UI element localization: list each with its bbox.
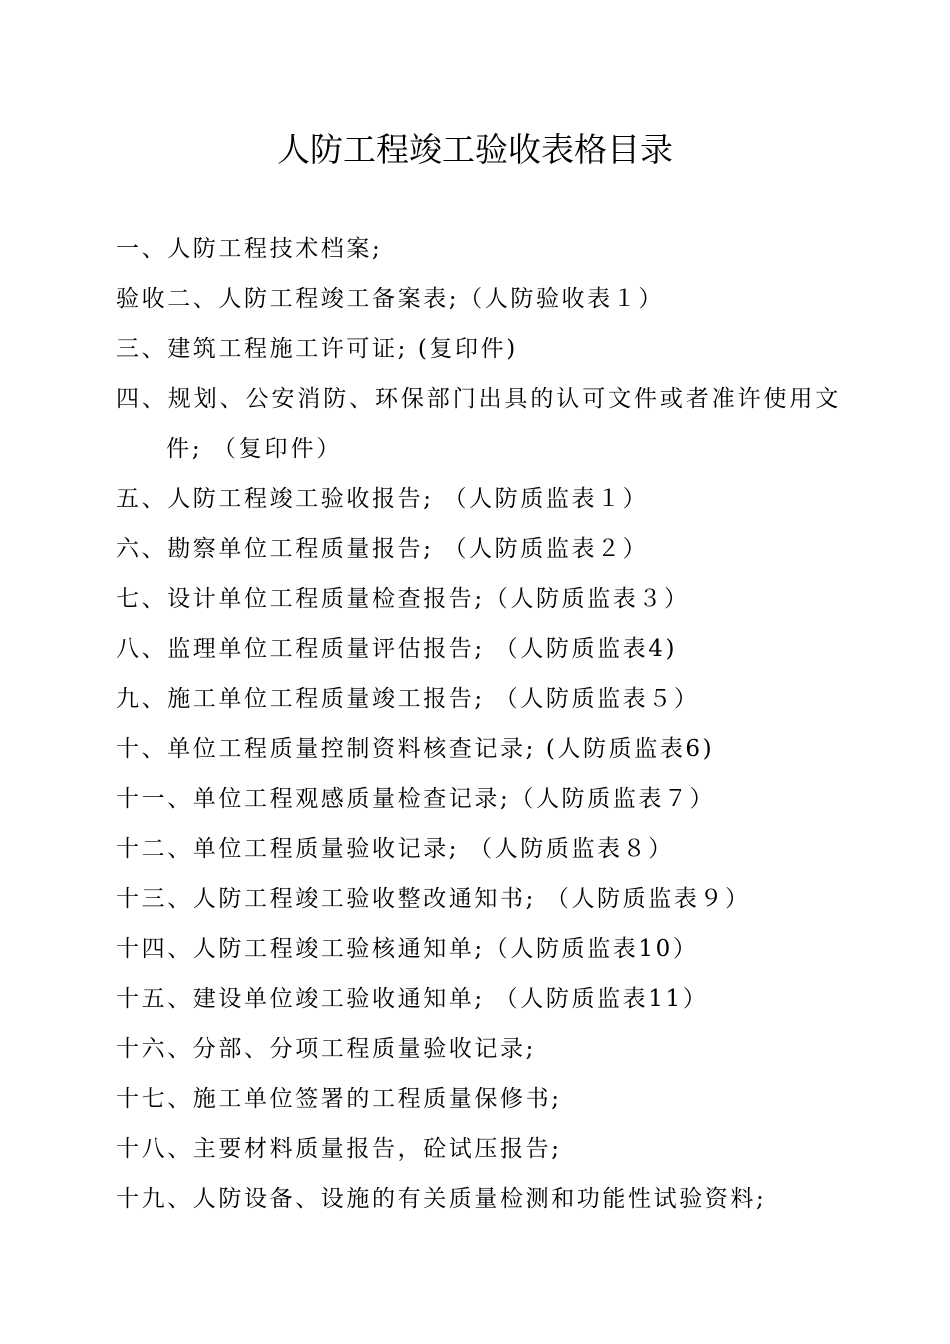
list-item: 六、勘察单位工程质量报告; （人防质监表２） xyxy=(116,536,649,562)
list-item: 十五、建设单位竣工验收通知单; （人防质监表11） xyxy=(116,986,709,1012)
page-title: 人防工程竣工验收表格目录 xyxy=(277,130,673,169)
list-item: 十六、分部、分项工程质量验收记录; xyxy=(116,1036,536,1062)
list-item: 九、施工单位工程质量竣工报告; （人防质监表５） xyxy=(116,686,700,712)
list-item: 十七、施工单位签署的工程质量保修书; xyxy=(116,1086,562,1112)
list-item: 四、规划、公安消防、环保部门出具的认可文件或者准许使用文件; （复印件） xyxy=(116,386,842,462)
list-item: 十一、单位工程观感质量检查记录;（人防质监表７） xyxy=(116,786,716,812)
form-list xyxy=(116,224,846,1224)
list-item: 五、人防工程竣工验收报告; （人防质监表１） xyxy=(116,486,649,512)
list-item: 七、设计单位工程质量检查报告;（人防质监表３） xyxy=(116,586,690,612)
list-item: 验收二、人防工程竣工备案表;（人防验收表１） xyxy=(116,286,664,312)
list-item: 一、人防工程技术档案; xyxy=(116,236,383,262)
list-item: 十二、单位工程质量验收记录; （人防质监表８） xyxy=(116,836,674,862)
list-item: 八、监理单位工程质量评估报告; （人防质监表4) xyxy=(116,636,678,662)
list-item: 十、单位工程质量控制资料核查记录; (人防质监表6) xyxy=(116,736,715,762)
list-item: 十八、主要材料质量报告，砼试压报告; xyxy=(116,1136,562,1162)
list-item: 十三、人防工程竣工验收整改通知书; （人防质监表９） xyxy=(116,886,751,912)
list-item: 三、建筑工程施工许可证; (复印件) xyxy=(116,336,518,362)
list-item: 十四、人防工程竣工验核通知单;（人防质监表10） xyxy=(116,936,699,962)
list-item: 十九、人防设备、设施的有关质量检测和功能性试验资料; xyxy=(116,1186,767,1212)
